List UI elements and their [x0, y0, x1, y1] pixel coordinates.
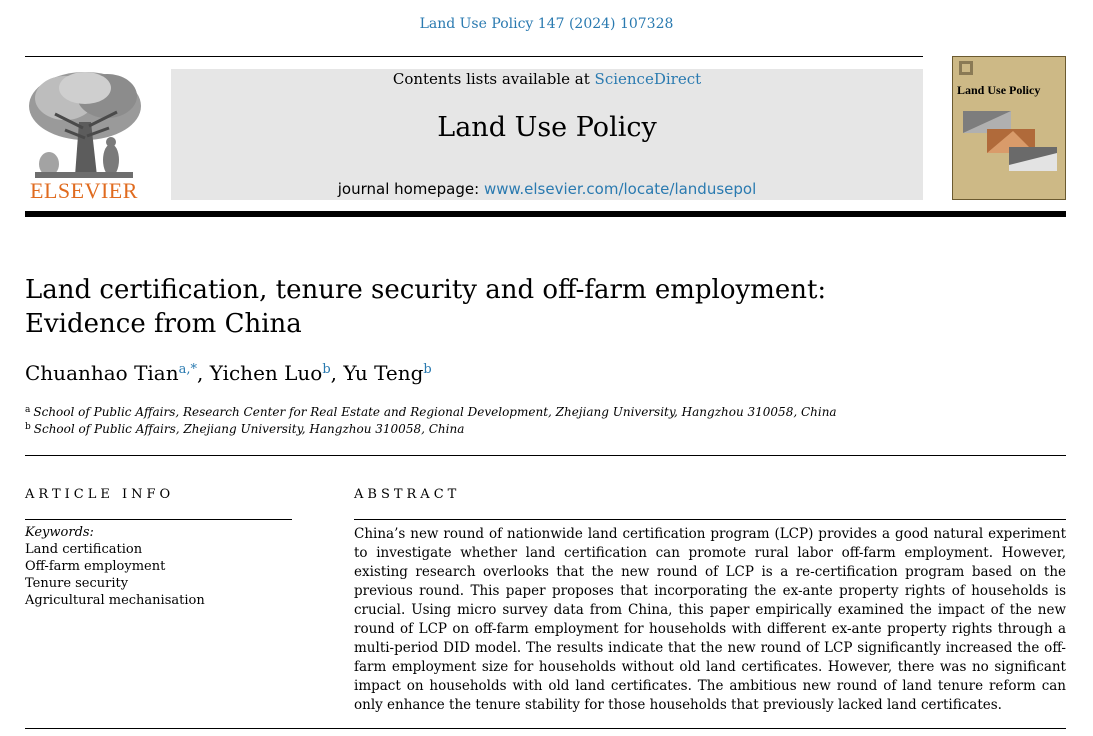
- affiliation-a: [25, 405, 837, 419]
- affiliation-b: [25, 422, 464, 436]
- keyword-item: Agricultural mechanisation: [25, 593, 205, 608]
- article-info-heading: ARTICLE INFO: [25, 487, 175, 502]
- affiliation-text: School of Public Affairs, Research Center for Real Estate and Regional Development, Zhejiang University, Hangzhou 310058, China: [33, 405, 837, 419]
- homepage-prefix: journal homepage:: [337, 180, 484, 198]
- author-name[interactable]: Yichen Luo: [209, 361, 323, 385]
- keyword-item: Land certification: [25, 542, 143, 557]
- abstract-rule: [354, 519, 1066, 520]
- abstract-heading: ABSTRACT: [354, 487, 461, 502]
- author-affiliation-marks[interactable]: b: [322, 362, 331, 377]
- cover-title: Land Use Policy: [957, 83, 1041, 97]
- contents-availability-line: [171, 70, 923, 88]
- journal-title: Land Use Policy: [437, 112, 657, 143]
- journal-citation-link[interactable]: Land Use Policy 147 (2024) 107328: [419, 16, 674, 32]
- author-separator: ,: [197, 361, 210, 385]
- top-rule: [25, 56, 923, 57]
- author-name[interactable]: Yu Teng: [343, 361, 424, 385]
- author-affiliation-marks[interactable]: a,*: [178, 362, 198, 377]
- author-list: [25, 361, 432, 385]
- contents-prefix: Contents lists available at: [392, 70, 595, 88]
- affiliation-mark: b: [25, 422, 31, 432]
- journal-cover-image[interactable]: [952, 56, 1066, 200]
- keyword-item: Off-farm employment: [25, 559, 166, 574]
- section-divider: [25, 455, 1066, 456]
- author-separator: ,: [330, 361, 344, 385]
- author-affiliation-marks[interactable]: b: [423, 362, 432, 377]
- article-title: Land certification, tenure security and off-farm employment: Evidence from China: [25, 275, 827, 339]
- article-info-rule: [25, 519, 292, 520]
- homepage-link[interactable]: www.elsevier.com/locate/landusepol: [483, 180, 757, 198]
- keywords-label: Keywords:: [25, 525, 94, 540]
- cover-elsevier-icon: [959, 61, 973, 75]
- header-thick-rule: [25, 211, 1066, 217]
- affiliation-text: School of Public Affairs, Zhejiang University, Hangzhou 310058, China: [33, 422, 465, 436]
- cover-photo-collage: [963, 109, 1059, 173]
- bottom-rule: [25, 728, 1066, 729]
- keyword-item: Tenure security: [25, 576, 129, 591]
- journal-homepage-line: [171, 180, 923, 198]
- abstract-body: China’s new round of nationwide land certification program (LCP) provides a good natural experiment to investigate whether land certification can promote rural labor off-farm employment. However, existing research overlooks that the new round of LCP is a re-certification program based on the previous round. This paper proposes that incorporating the ex-ante property rights of households is crucial. Using micro survey data from China, this paper empirically examined the impact of the new round of LCP on off-farm employment for households with different ex-ante property rights through a multi-period DID model. The results indicate that the new round of LCP significantly increased the off-farm employment size for households without old land certificates. However, there was no significant impact on households with old land certificates. The ambitious new round of land tenure reform can only enhance the tenure stability for those households that previously lacked land certificates.: [354, 526, 1066, 713]
- sciencedirect-link[interactable]: ScienceDirect: [594, 70, 702, 88]
- affiliation-mark: a: [25, 405, 31, 415]
- author-name[interactable]: Chuanhao Tian: [25, 361, 179, 385]
- elsevier-logo-text: ELSEVIER: [30, 178, 138, 203]
